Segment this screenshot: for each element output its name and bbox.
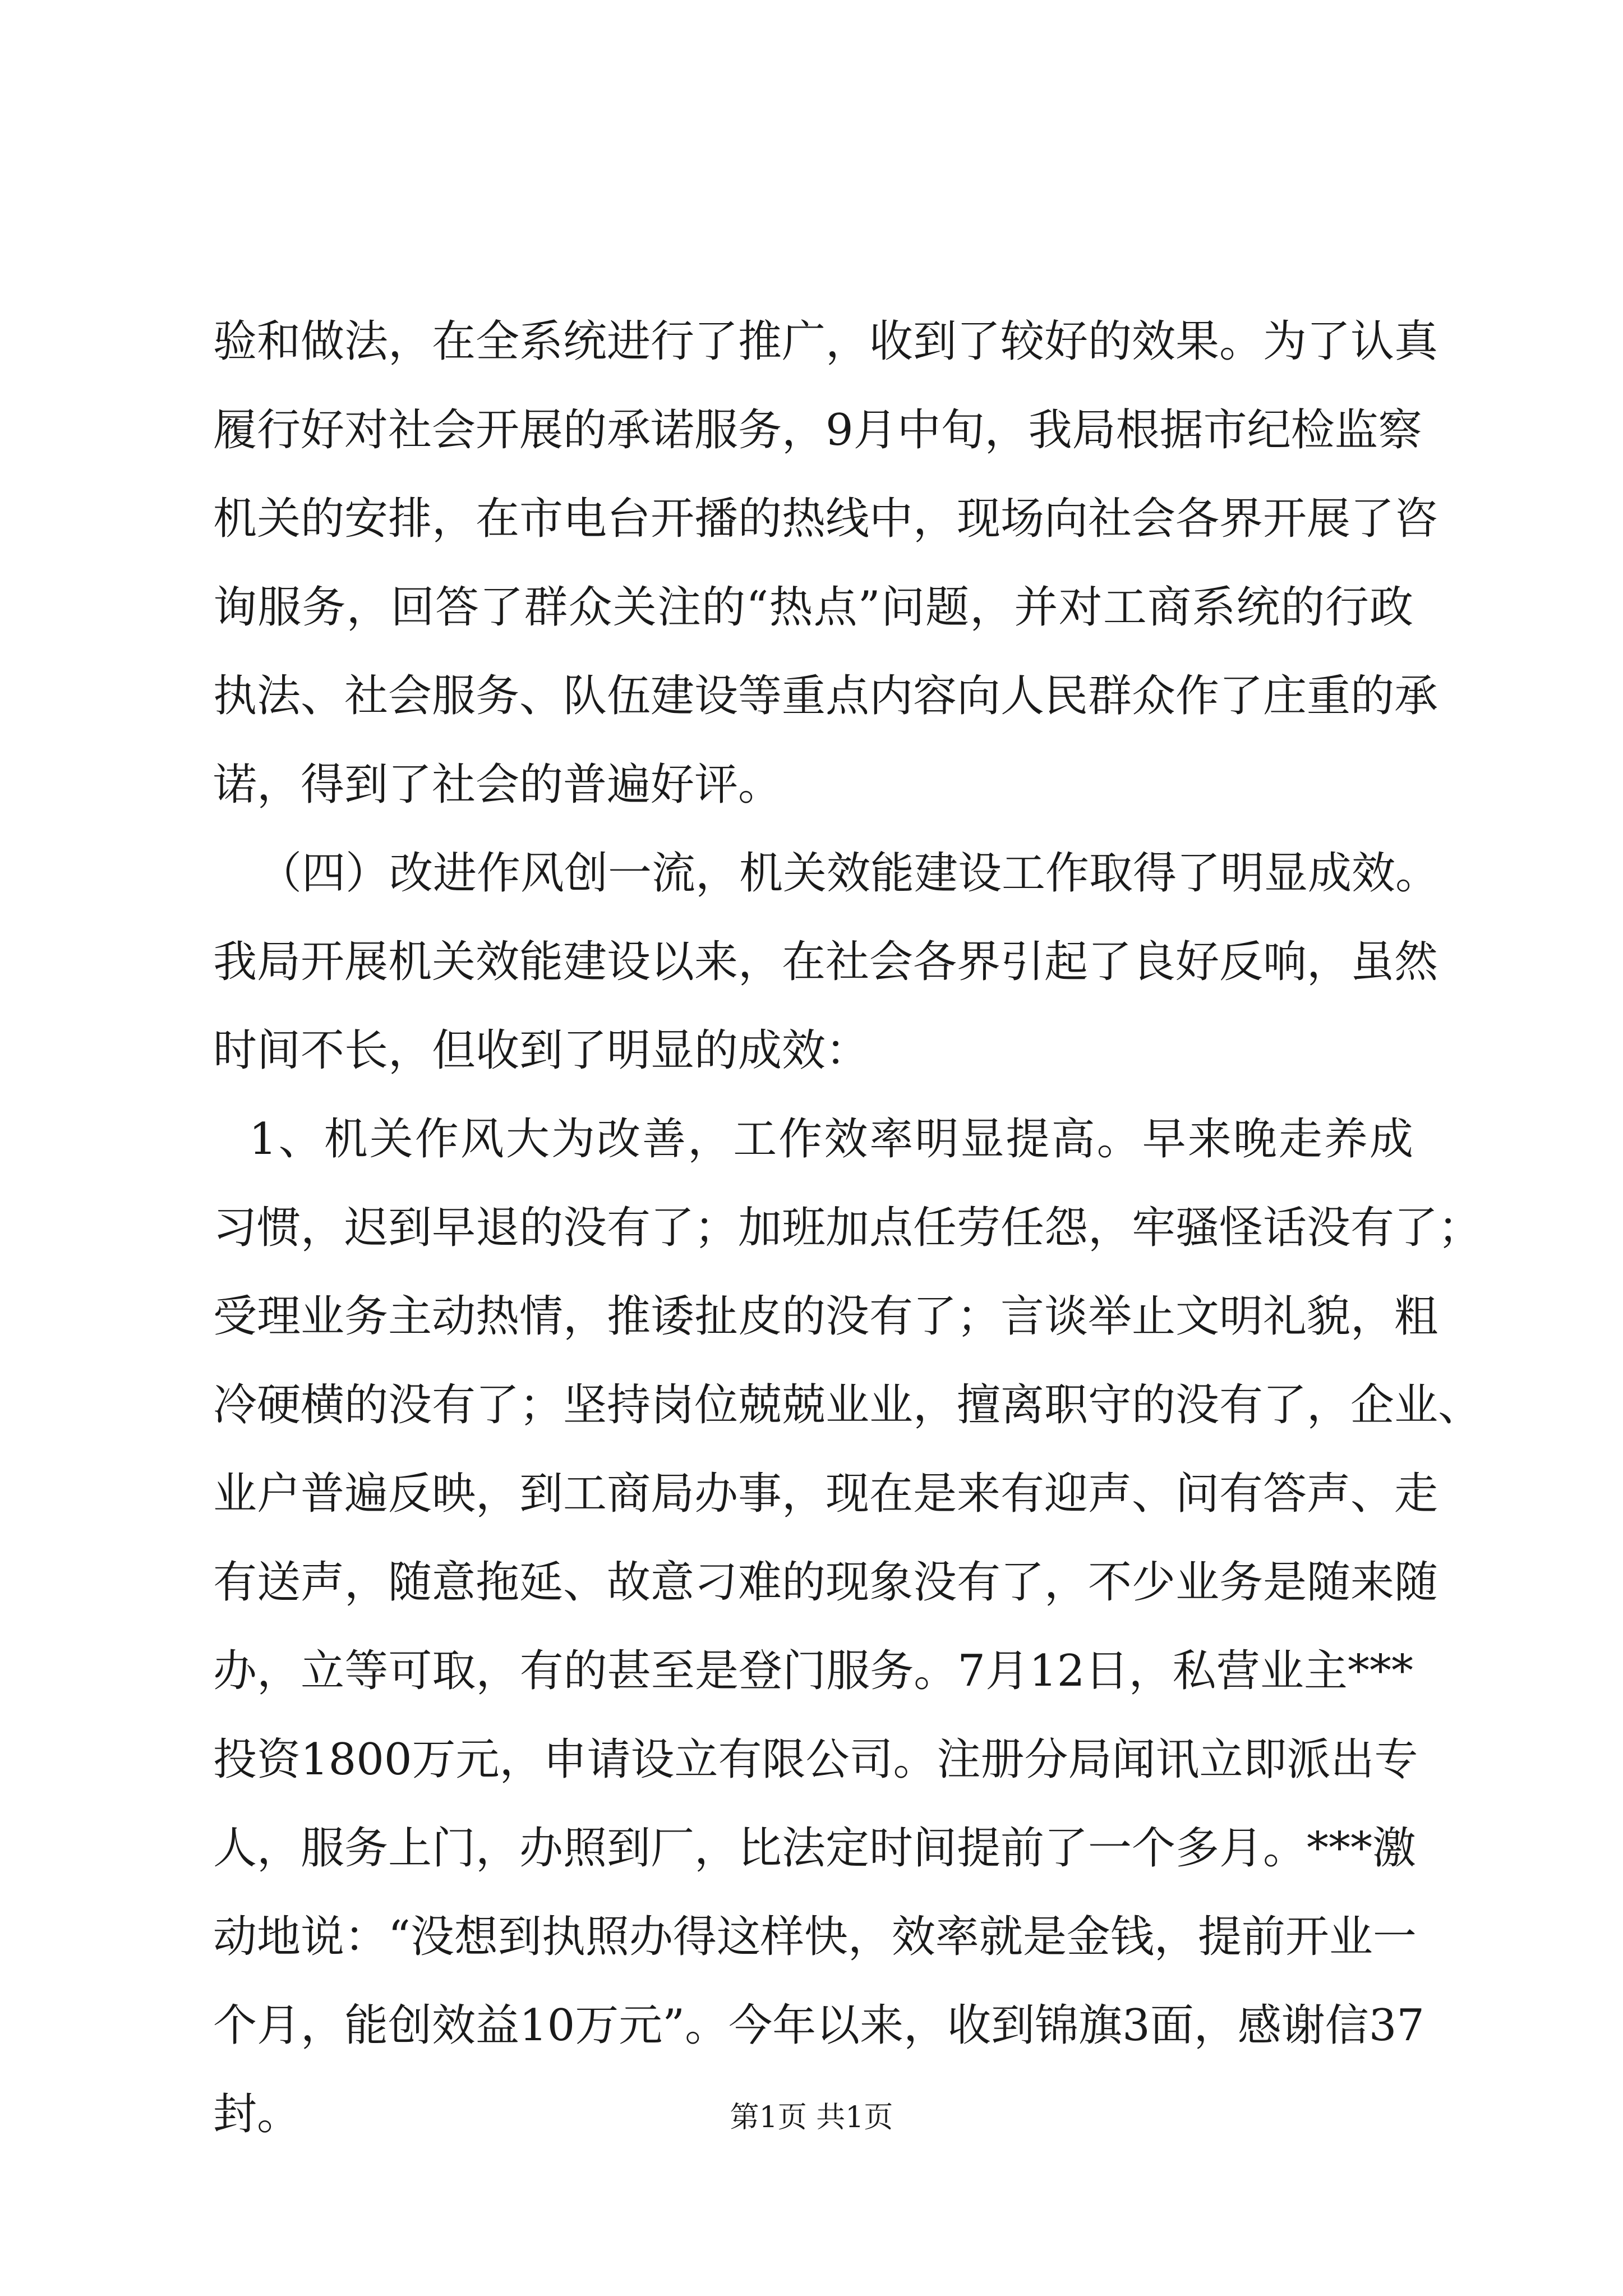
text-line: 冷硬横的没有了；坚持岗位兢兢业业，擅离职守的没有了，企业、 <box>213 1380 1482 1430</box>
section-heading: （四）改进作风创一流，机关效能建设工作取得了明显成效。 <box>258 848 1440 899</box>
text-line: 个月，能创效益10万元”。今年以来，收到锦旗3面，感谢信37 <box>213 2000 1425 2051</box>
numbered-item-heading: 1、机关作风大为改善，工作效率明显提高。早来晚走养成 <box>249 1114 1413 1165</box>
text-line: 封。 <box>213 2089 301 2139</box>
page-number-footer: 第1页 共1页 <box>730 2101 893 2134</box>
text-line: 执法、社会服务、队伍建设等重点内容向人民群众作了庄重的承 <box>213 671 1438 721</box>
text-line: 有送声，随意拖延、故意刁难的现象没有了，不少业务是随来随 <box>213 1557 1438 1608</box>
text-line: 人，服务上门，办照到厂，比法定时间提前了一个多月。***激 <box>213 1823 1417 1874</box>
text-line: 习惯，迟到早退的没有了；加班加点任劳任怨，牢骚怪话没有了； <box>213 1203 1482 1253</box>
text-line: 投资1800万元，申请设立有限公司。注册分局闻讯立即派出专 <box>213 1734 1418 1785</box>
text-line: 诺，得到了社会的普遍好评。 <box>213 760 782 810</box>
text-line: 履行好对社会开展的承诺服务，9月中旬，我局根据市纪检监察 <box>213 405 1422 455</box>
text-line: 询服务，回答了群众关注的“热点”问题，并对工商系统的行政 <box>213 582 1413 633</box>
text-line: 受理业务主动热情，推诿扯皮的没有了；言谈举止文明礼貌，粗 <box>213 1291 1438 1342</box>
text-line: 验和做法，在全系统进行了推广，收到了较好的效果。为了认真 <box>213 316 1438 367</box>
text-line: 我局开展机关效能建设以来，在社会各界引起了良好反响，虽然 <box>213 937 1438 987</box>
text-line: 动地说：“没想到执照办得这样快，效率就是金钱，提前开业一 <box>213 1912 1417 1962</box>
document-body <box>213 297 1482 2159</box>
text-line: 时间不长，但收到了明显的成效： <box>213 1025 870 1076</box>
text-line: 办，立等可取，有的甚至是登门服务。7月12日，私营业主*** <box>213 1646 1413 1696</box>
text-line: 机关的安排，在市电台开播的热线中，现场向社会各界开展了咨 <box>213 494 1438 544</box>
text-line: 业户普遍反映，到工商局办事，现在是来有迎声、问有答声、走 <box>213 1469 1438 1519</box>
